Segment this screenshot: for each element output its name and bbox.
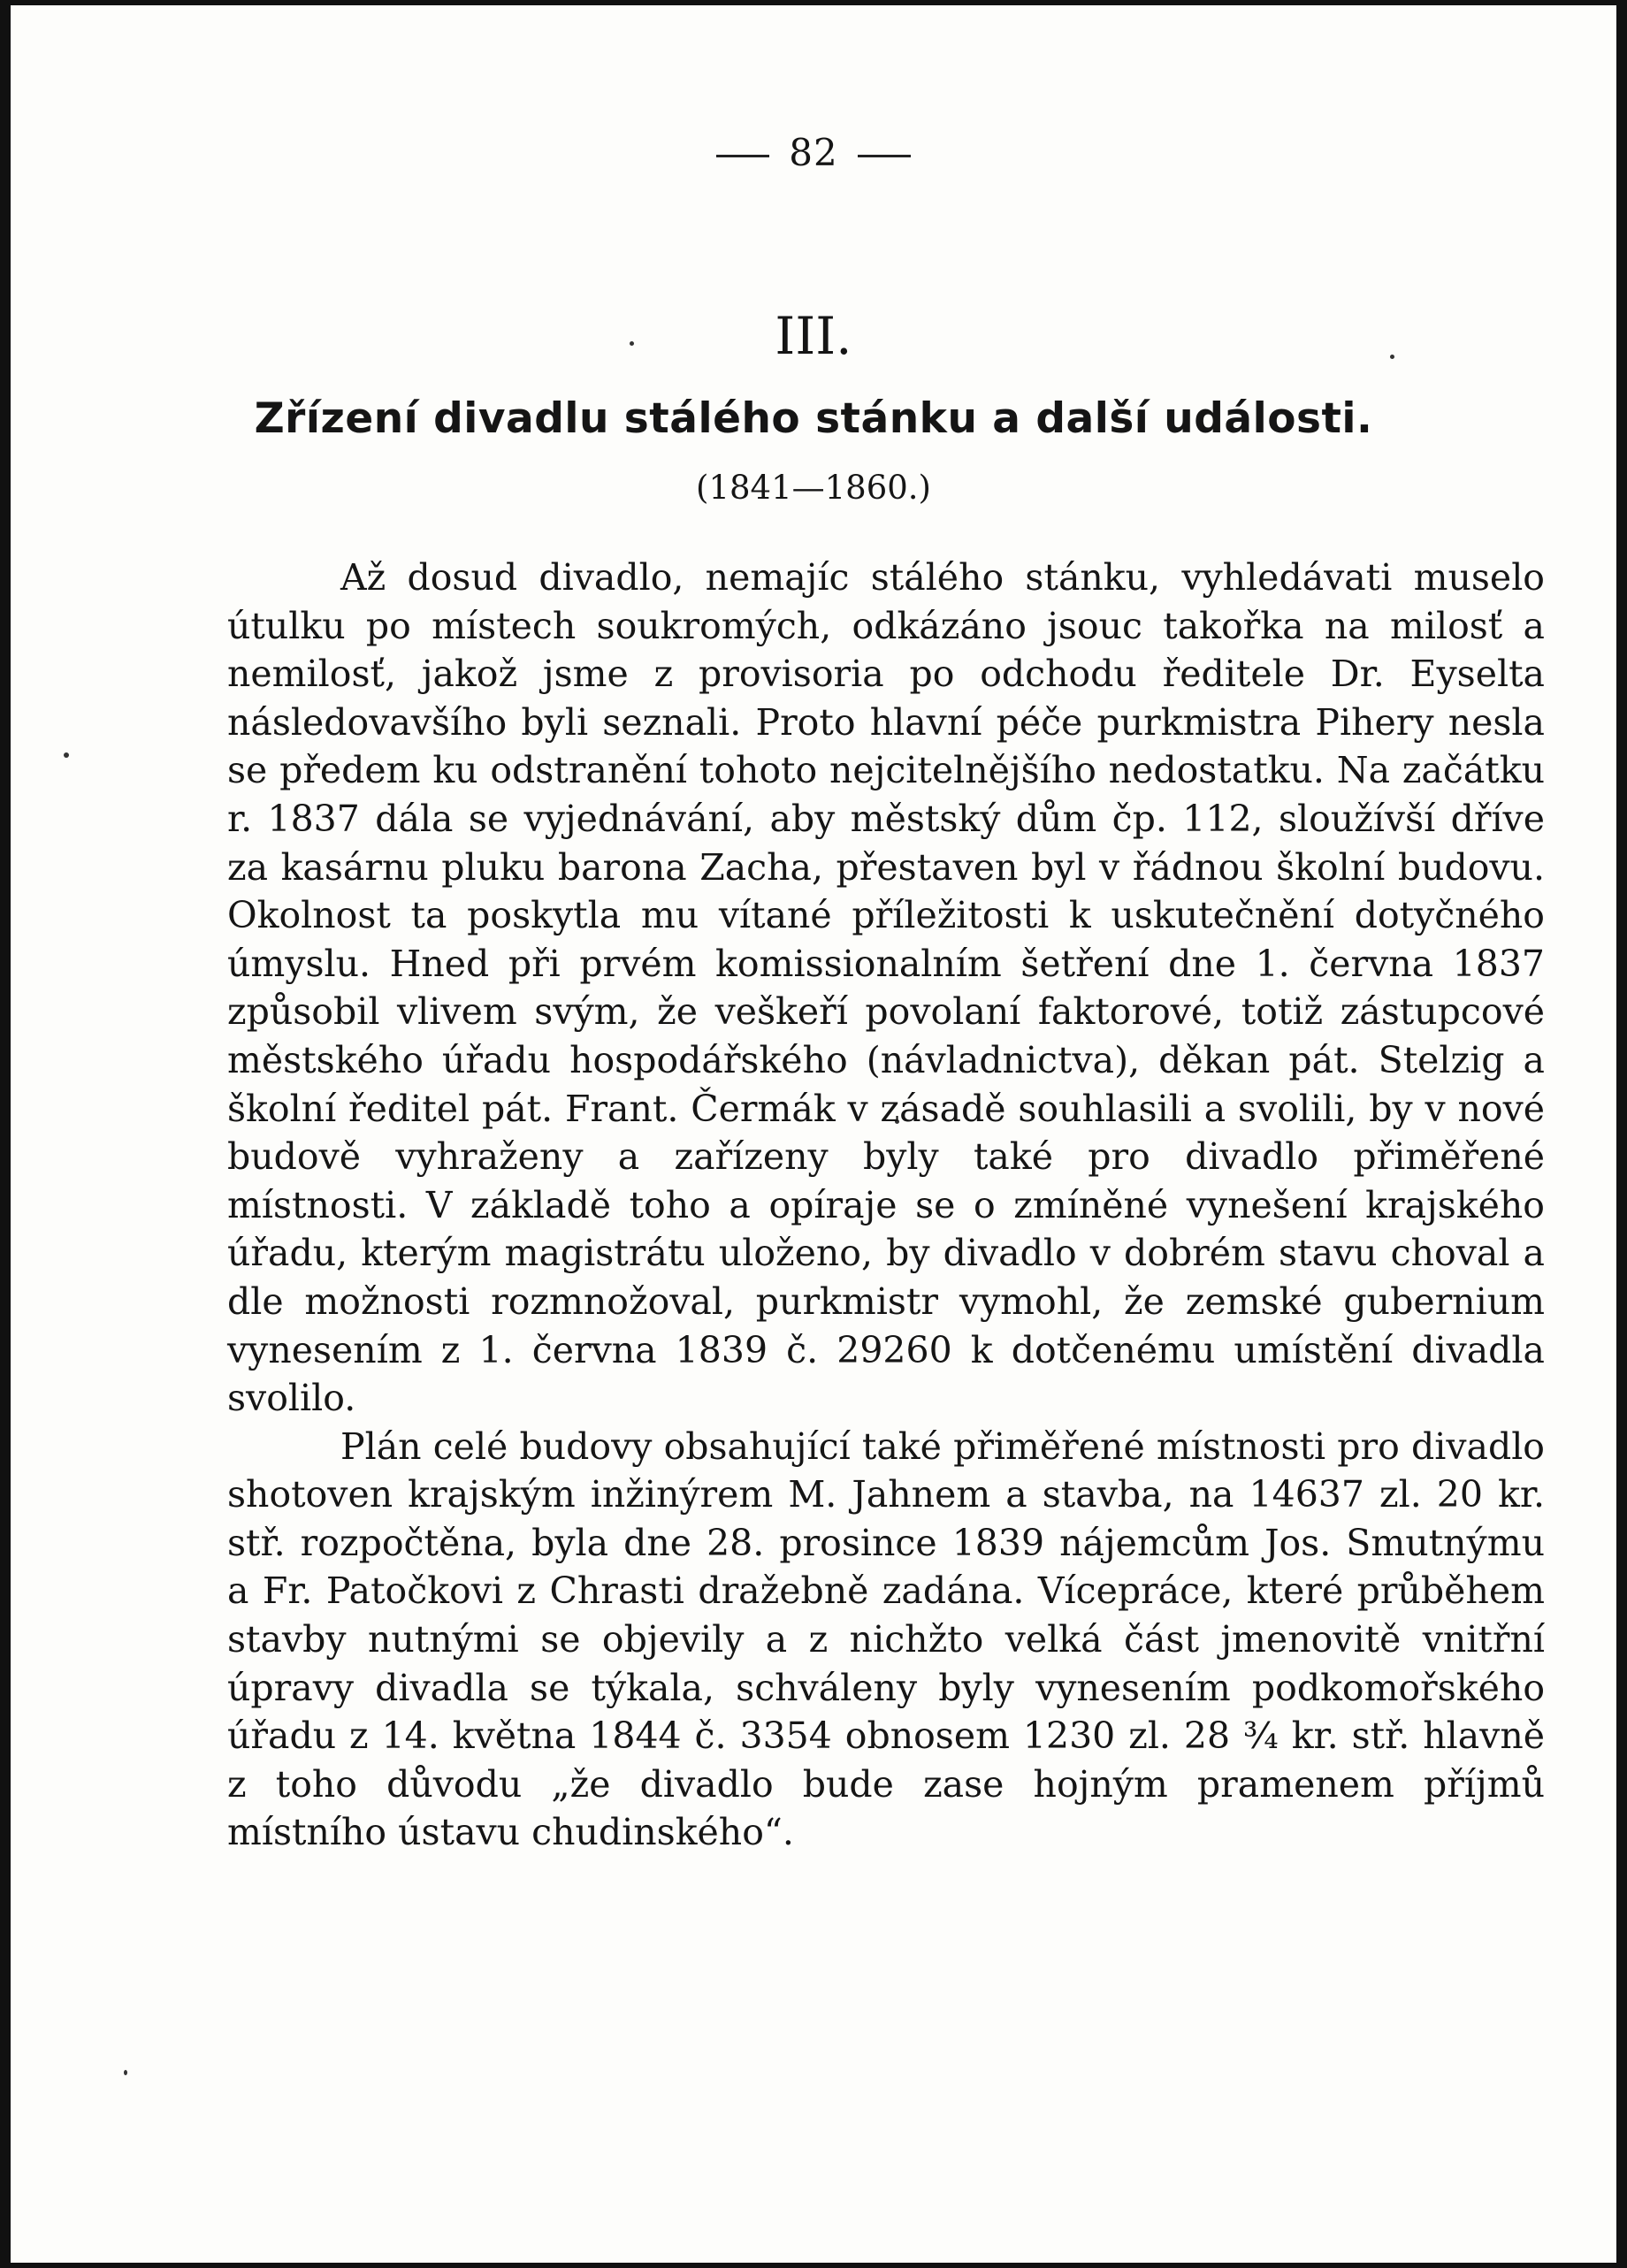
dash-left (716, 155, 769, 157)
scan-speck (124, 2070, 127, 2075)
page-number (11, 131, 1616, 174)
section-numeral: III. (775, 306, 852, 366)
chapter-title: Zřízení divadlu stálého stánku a další události. (254, 394, 1373, 443)
date-range: (1841—1860.) (696, 469, 931, 507)
paragraph: Plán celé budovy obsahující také přiměřené místnosti pro divadlo shotoven krajským inžinýrem M. Jahnem a stavba, na 14637 zl. 20 kr. stř. rozpočtěna, byla dne 28. prosince 1839 nájemcům Jos. Smutnýmu a Fr. Patočkovi z Chrasti dražebně zadána. Vícepráce, které průběhem stavby nutnými se objevily a z nichžto velká část jmenovitě vnitřní úpravy divadla se týkala, schváleny byly vynesením podkomořského úřadu z 14. května 1844 č. 3354 obnosem 1230 zl. 28 ¾ kr. stř. hlavně z toho důvodu „že divadlo bude zase hojným pramenem příjmů místního ústavu chudinského“. (227, 1424, 1545, 1854)
dash-right (858, 155, 911, 157)
body-text (227, 554, 1545, 1857)
page-number-value: 82 (789, 131, 838, 174)
scan-speck (64, 752, 69, 758)
paragraph: Až dosud divadlo, nemajíc stálého stánku, vyhledávati muselo útulku po místech soukromých, odkázáno jsouc takořka na milosť a nemilosť, jakož jsme z provisoria po odchodu ředitele Dr. Eyselta následovavšího byli seznali. Proto hlavní péče purkmistra Pihery nesla se předem ku odstranění tohoto nejcitelnějšího nedostatku. Na začátku r. 1837 dála se vyjednávání, aby městský dům čp. 112, sloužívší dříve za kasárnu pluku barona Zacha, přestaven byl v řádnou školní budovu. Okolnost ta poskytla mu vítané příležitosti k uskutečnění dotyčného úmyslu. Hned při prvém komissionalním šetření dne 1. června 1837 způsobil vlivem svým, že veškeří povolaní faktorové, totiž zástupcové městského úřadu hospodářského (návladnictva), děkan pát. Stelzig a školní ředitel pát. Frant. Čermák v zásadě souhlasili a svolili, by v nové budově vyhraženy a zařízeny byly také pro divadlo přiměřené místnosti. V základě toho a opíraje se o zmíněné vynešení krajského úřadu, kterým magistrátu uloženo, by divadlo v dobrém stavu choval a dle možnosti rozmnožoval, purkmistr vymohl, že zemské gubernium vynesením z 1. června 1839 č. 29260 k dotčenému umístění divadla svolilo. (227, 556, 1545, 1420)
